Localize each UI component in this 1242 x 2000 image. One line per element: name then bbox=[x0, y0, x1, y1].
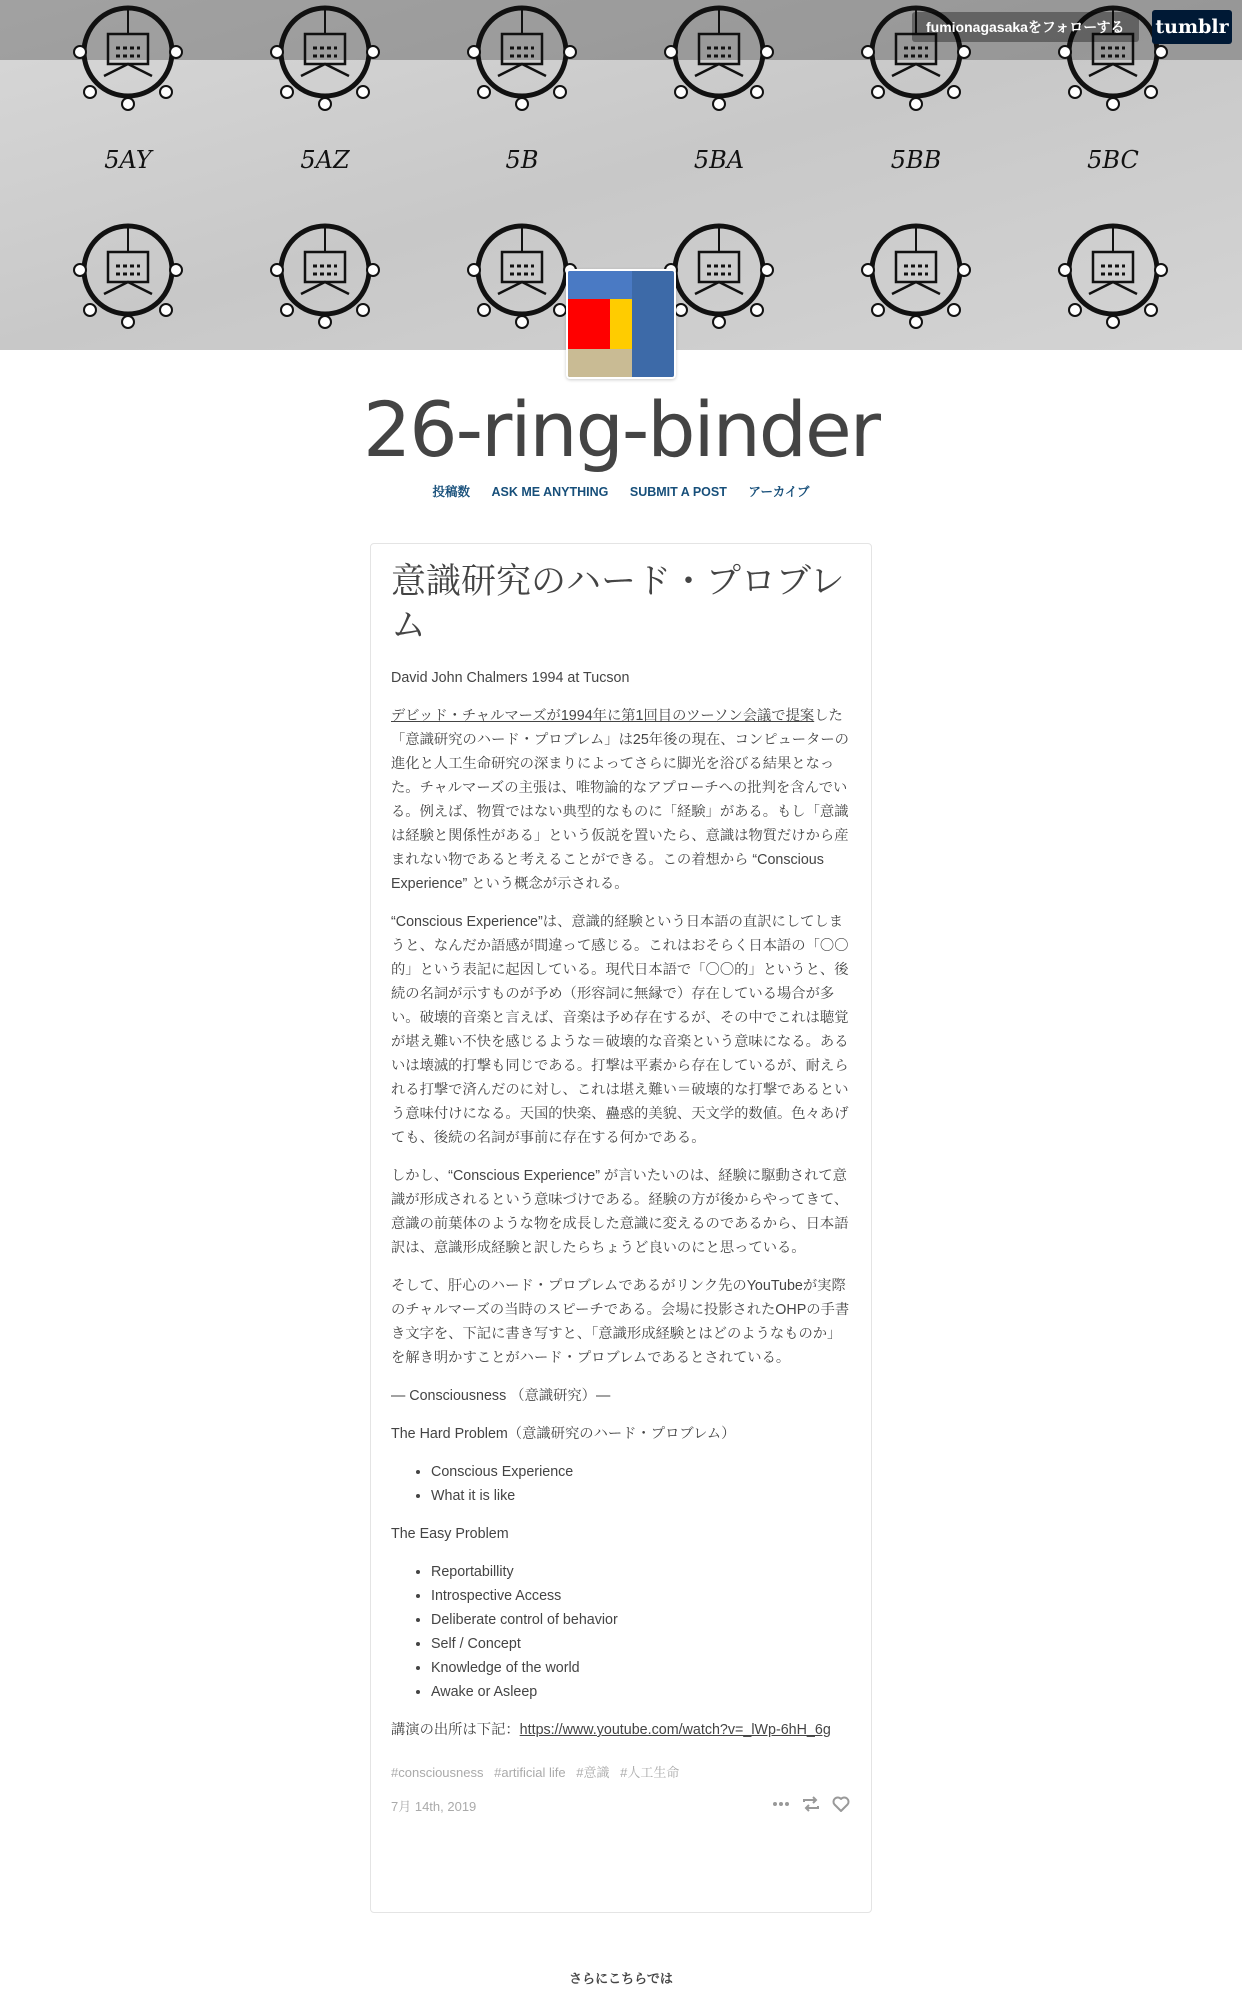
youtube-link[interactable]: https://www.youtube.com/watch?v=_lWp-6hH_6g bbox=[519, 1722, 831, 1738]
post-footer bbox=[391, 1794, 851, 1816]
reblog-icon[interactable] bbox=[801, 1794, 821, 1814]
hard-problem-heading: The Hard Problem（意識研究のハード・プロブレム） bbox=[391, 1426, 736, 1442]
nav-item-ask[interactable]: ASK ME ANYTHING bbox=[491, 485, 609, 499]
list-item: • Deliberate control of behavior bbox=[431, 1608, 851, 1632]
tube-label: 5BC bbox=[1087, 146, 1139, 174]
list-item: • Conscious Experience bbox=[431, 1460, 851, 1484]
easy-problem-list bbox=[391, 1560, 851, 1704]
paragraph-text: した「意識研究のハード・プロブレム」は25年後の現在、コンピューターの進化と人工生命研究の深まりによってさらに脚光を浴びる結果となった。チャルマーズの主張は、唯物論的なアプローチへの批判を含んでいる。例えば、物質ではない典型的なものに「経験」がある。もし「意識は経験と関係性がある」という仮説を置いたら、意識は物質だけから産まれない物であると考えることができる。この着想から “Conscious Experience” という概念が示される。 bbox=[391, 708, 849, 892]
tag-link[interactable]: #artificial life bbox=[494, 1765, 566, 1780]
chalmers-link[interactable]: デビッド・チャルマーズが1994年に第1回目のツーソン会議で提案 bbox=[391, 708, 815, 724]
blog-title[interactable]: 26-ring-binder bbox=[362, 385, 880, 474]
easy-problem-heading: The Easy Problem bbox=[391, 1526, 509, 1542]
tag-link[interactable]: #人工生命 bbox=[620, 1765, 680, 1780]
blog-avatar[interactable] bbox=[566, 269, 676, 379]
avatar-image bbox=[568, 271, 674, 377]
source-label: 講演の出所は下記： bbox=[391, 1722, 520, 1738]
post-paragraph: “Conscious Experience”は、意識的経験という日本語の直訳にしてしまうと、なんだか語感が間違って感じる。これはおそらく日本語の「〇〇的」という表記に起因している。現代日本語で「〇〇的」というと、後続の名詞が示すものが予め（形容詞に無縁で）存在している場合が多い。破壊的音楽と言えば、音楽は予め存在するが、その中でこれは聴覚が堪え難い不快を感じるような＝破壊的な音楽という意味になる。あるいは壊滅的打撃も同じである。打撃は平素から存在しているが、耐えられる打撃で済んだのに対し、これは堪え難い＝破壊的な打撃であるという意味付けになる。天国的快楽、蠱惑的美貌、天文学的数値。色々あげても、後続の名詞が事前に存在する何かである。 bbox=[391, 914, 849, 1146]
tube-label: 5B bbox=[505, 146, 539, 174]
post-paragraph: そして、肝心のハード・プロブレムであるがリンク先のYouTubeが実際のチャルマーズの当時のスピーチである。会場に投影されたOHPの手書き文字を、下記に書き写すと、「意識形成経験とはどのようなものか」を解き明かすことがハード・プロブレムであるとされている。 bbox=[391, 1278, 850, 1366]
list-item: • What it is like bbox=[431, 1484, 851, 1508]
post-byline: David John Chalmers 1994 at Tucson bbox=[391, 670, 630, 686]
post-paragraph bbox=[391, 704, 851, 896]
list-item: • Introspective Access bbox=[431, 1584, 851, 1608]
post-actions bbox=[771, 1794, 851, 1814]
tube-label: 5BA bbox=[693, 146, 745, 174]
post-paragraph: しかし、“Conscious Experience” が言いたいのは、経験に駆動されて意識が形成されるという意味づけである。経験の方が後からやってきて、意識の前葉体のような物を成長した意識に変えるのであるから、日本語訳は、意識形成経験と訳したらちょうど良いのにと思っている。 bbox=[391, 1168, 849, 1256]
list-item: • Awake or Asleep bbox=[431, 1680, 851, 1704]
follow-button[interactable]: fumionagasakaをフォローする bbox=[912, 12, 1139, 42]
tube-label: 5AY bbox=[104, 146, 152, 174]
post-card bbox=[370, 543, 872, 1913]
list-item: • Reportabillity bbox=[431, 1560, 851, 1584]
tube-label: 5AZ bbox=[300, 146, 350, 174]
post-title: 意識研究のハード・プロブレム bbox=[391, 562, 845, 645]
list-item: • Self / Concept bbox=[431, 1632, 851, 1656]
tag-link[interactable]: #意識 bbox=[576, 1765, 610, 1780]
blog-nav bbox=[0, 483, 1242, 501]
more-options-icon[interactable] bbox=[771, 1794, 791, 1814]
tag-link[interactable]: #consciousness bbox=[391, 1765, 484, 1780]
post-tags bbox=[391, 1764, 851, 1782]
source-line bbox=[391, 1718, 851, 1742]
nav-item-submit[interactable]: SUBMIT A POST bbox=[629, 485, 727, 499]
nav-item-posts[interactable]: 投稿数 bbox=[432, 485, 470, 499]
nav-item-archive[interactable]: アーカイブ bbox=[748, 485, 810, 499]
tube-label: 5BB bbox=[890, 146, 942, 174]
like-heart-icon[interactable] bbox=[831, 1794, 851, 1814]
more-from-blog-link[interactable]: さらにこちらでは bbox=[569, 1971, 673, 1986]
post-date[interactable]: 7月 14th, 2019 bbox=[391, 1799, 477, 1814]
list-item: • Knowledge of the world bbox=[431, 1656, 851, 1680]
hard-problem-list bbox=[391, 1460, 851, 1508]
tumblr-logo[interactable]: tumblr bbox=[1152, 10, 1232, 44]
section-heading: — Consciousness （意識研究）— bbox=[391, 1388, 611, 1404]
